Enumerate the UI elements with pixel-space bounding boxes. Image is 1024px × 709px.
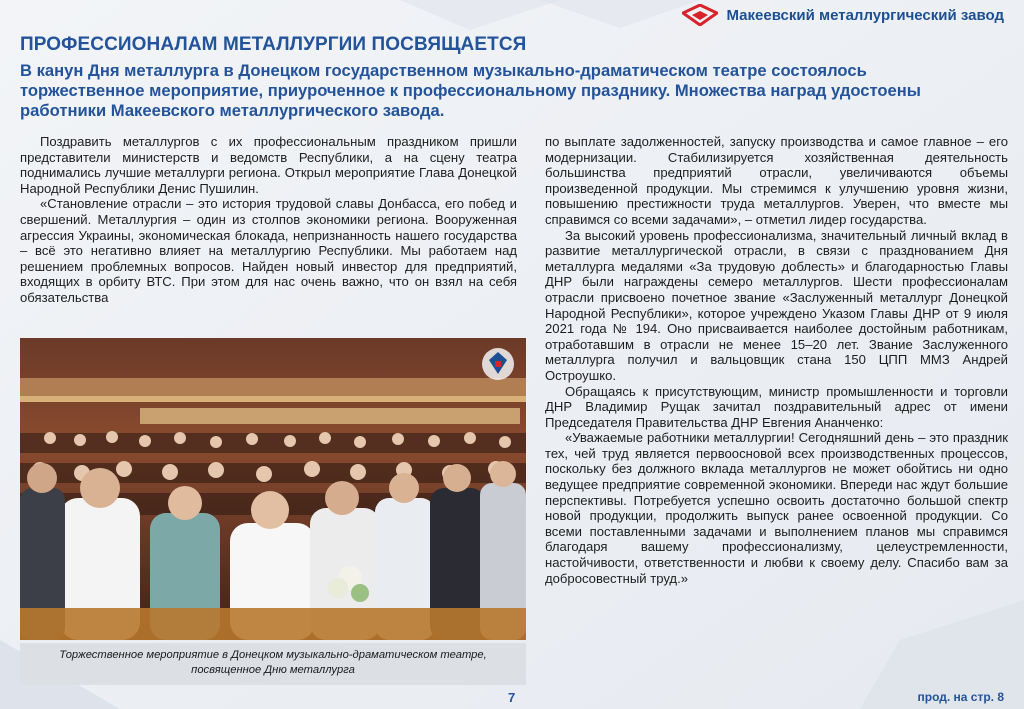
logo-text: Макеевский металлургический завод xyxy=(726,6,1004,24)
article-title: ПРОФЕССИОНАЛАМ МЕТАЛЛУРГИИ ПОСВЯЩАЕТСЯ xyxy=(20,34,527,55)
text-column-left xyxy=(20,134,517,306)
company-logo xyxy=(682,4,1004,26)
caption-line: посвященное Дню металлурга xyxy=(191,664,355,676)
paragraph: Поздравить металлургов с их профессиональным праздником пришли представители министерств и ведомств Республики, а на сцену театра поднимались лучшие металлурги региона. Открыл мероприятие Глава Донецкой Народной Республики Денис Пушилин. xyxy=(20,134,517,196)
paragraph: «Уважаемые работники металлургии! Сегодняшний день – это праздник тех, чей труд является первоосновой всех производственных процессов, поскольку без должного вклада металлургов не может обойтись ни одно ведущее предприятие современной экономики. Впереди нас ждут большие перспективы. Потребуется успешно освоить достаточно большой спектр новой продукции, продолжить выпуск ранее освоенной продукции. Со всеми поставленными задачами и выполнением планов мы справимся благодаря вашему профессионализму, целеустремленности, настойчивости, ответственности и любви к своему делу. Спасибо вам за добросовестный труд.» xyxy=(545,430,1008,586)
theater-audience-image xyxy=(20,338,526,640)
continued-link[interactable]: прод. на стр. 8 xyxy=(917,690,1004,704)
paragraph: За высокий уровень профессионализма, значительный личный вклад в развитие металлургической отрасли, в связи с празднованием Дня металлурга медалями «За трудовую доблесть» и благодарностью Главы ДНР были награждены семеро металлургов. Шести профессионалам отрасли присвоено почетное звание «Заслуженный металлург Донецкой Народной Республики», которое учреждено Указом Главы ДНР от 9 июля 2021 года № 194. Оно присваивается наиболее достойным работникам, отработавшим в отрасли не менее 15–20 лет. Звание Заслуженного металлурга получил и вальцовщик стана 150 ЦПП ММЗ Андрей Остроушко. xyxy=(545,227,1008,383)
article-lead: В канун Дня металлурга в Донецком государственном музыкально-драматическом театре состоялось торжественное мероприятие, приуроченное к профессиональному празднику. Множества наград удостоены работники Макеевского металлургического завода. xyxy=(20,61,921,120)
caption-line: Торжественное мероприятие в Донецком музыкально-драматическом театре, xyxy=(59,649,487,661)
paragraph: Обращаясь к присутствующим, министр промышленности и торговли ДНР Владимир Рущак зачитал поздравительный адрес от имени Председателя Правительства ДНР Евгения Ананченко: xyxy=(545,383,1008,430)
text-column-right xyxy=(545,134,1008,586)
paragraph: «Становление отрасли – это история трудовой славы Донбасса, его побед и свершений. Металлургия – один из столпов экономики региона. Вооруженная агрессия Украины, экономическая блокада, непризнанность нашего государства – всё это негативно влияет на металлургию Республики. Мы работаем над решением проблемных вопросов. Найден новый инвестор для предприятий, входящих в орбиту ВТС. При этом для нас очень важно, что он взял на себя обязательства xyxy=(20,196,517,305)
page-number: 7 xyxy=(508,690,516,705)
paragraph: по выплате задолженностей, запуску производства и самое главное – его модернизации. Стабилизируется хозяйственная деятельность большинства предприятий отрасли, увеличиваются объемы произведенной продукции. Мы стремимся к улучшению уровня жизни, повышению престижности труда металлургов. Уверен, что вместе мы справимся со всеми задачами», – отметил лидер государства. xyxy=(545,134,1008,227)
event-photo xyxy=(20,338,526,640)
photo-caption xyxy=(20,643,526,685)
logo-emblem-icon xyxy=(682,4,718,26)
